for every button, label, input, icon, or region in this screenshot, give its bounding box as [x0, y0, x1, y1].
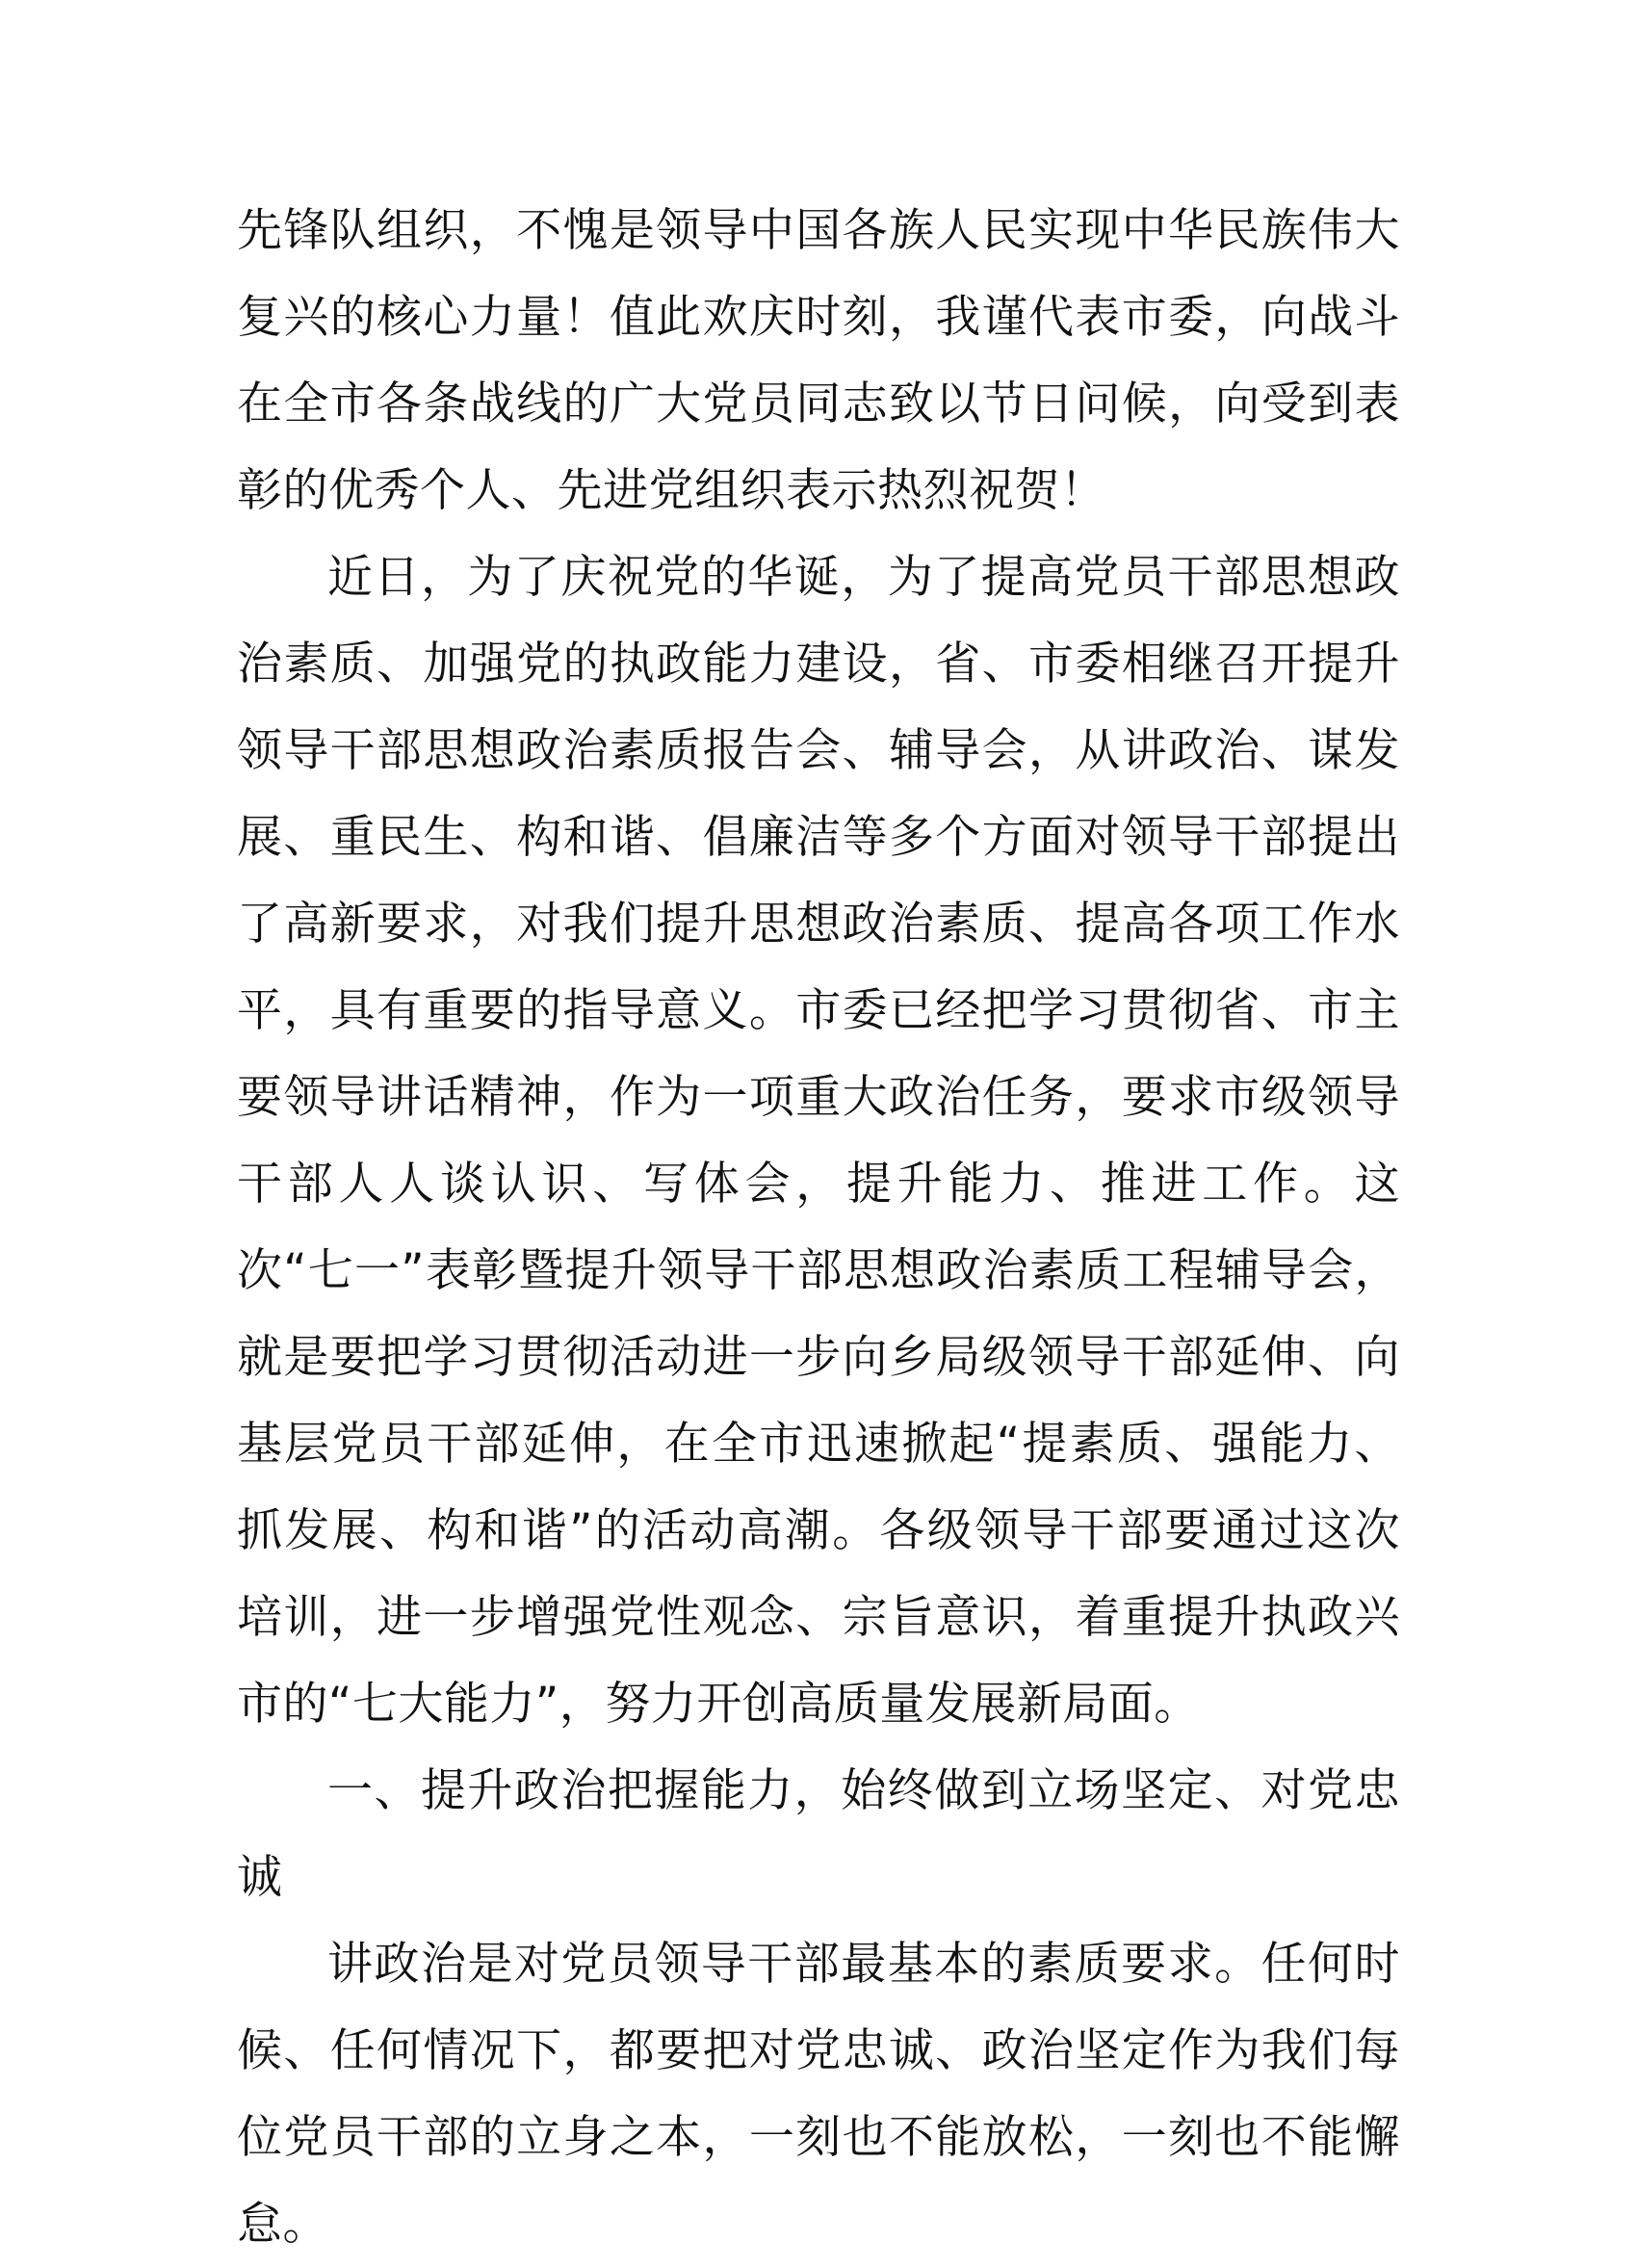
document-body	[237, 188, 1400, 2268]
paragraph-continuation: 先锋队组织，不愧是领导中国各族人民实现中华民族伟大复兴的核心力量！值此欢庆时刻，我谨代表市委，向战斗在全市各条战线的广大党员同志致以节日问候，向受到表彰的优秀个人、先进党组织表示热烈祝贺！	[237, 204, 1400, 517]
paragraph-section-1: 讲政治是对党员领导干部最基本的素质要求。任何时候、任何情况下，都要把对党忠诚、政治坚定作为我们每位党员干部的立身之本，一刻也不能放松，一刻也不能懈怠。	[237, 1938, 1400, 2251]
paragraph-intro: 近日，为了庆祝党的华诞，为了提高党员干部思想政治素质、加强党的执政能力建设，省、市委相继召开提升领导干部思想政治素质报告会、辅导会，从讲政治、谋发展、重民生、构和谐、倡廉洁等多个方面对领导干部提出了高新要求，对我们提升思想政治素质、提高各项工作水平，具有重要的指导意义。市委已经把学习贯彻省、市主要领导讲话精神，作为一项重大政治任务，要求市级领导干部人人谈认识、写体会，提升能力、推进工作。这次“七一”表彰暨提升领导干部思想政治素质工程辅导会，就是要把学习贯彻活动进一步向乡局级领导干部延伸、向基层党员干部延伸，在全市迅速掀起“提素质、强能力、抓发展、构和谐”的活动高潮。各级领导干部要通过这次培训，进一步增强党性观念、宗旨意识，着重提升执政兴市的“七大能力”，努力开创高质量发展新局面。	[237, 551, 1400, 1731]
section-heading-1: 一、提升政治把握能力，始终做到立场坚定、对党忠诚	[237, 1764, 1400, 1904]
